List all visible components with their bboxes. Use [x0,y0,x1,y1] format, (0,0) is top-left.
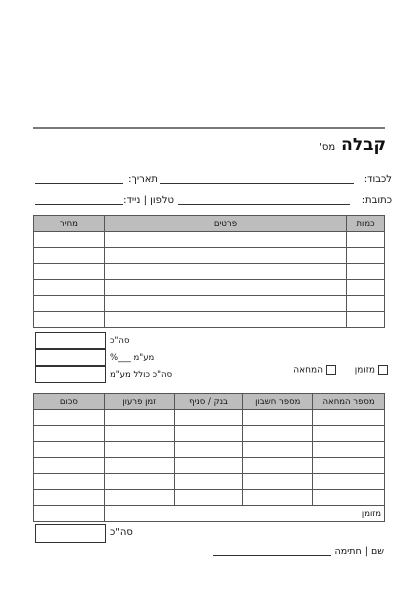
check-label: המחאה [293,365,323,376]
check-row [34,490,385,506]
to-field[interactable] [160,183,354,184]
bank-branch-cell[interactable] [174,442,243,458]
col-details: פרטים [104,216,346,232]
col-account-number: מספר חשבון [243,394,313,410]
phone-field[interactable] [35,204,123,205]
check-row [34,474,385,490]
quantity-cell[interactable] [347,264,385,280]
check-row [34,426,385,442]
vat-box[interactable] [35,349,106,366]
details-cell[interactable] [104,264,346,280]
check-row [34,458,385,474]
col-price: מחיר [34,216,105,232]
bank-branch-cell[interactable] [174,426,243,442]
account-number-cell[interactable] [243,490,313,506]
footer-total-box[interactable] [35,524,106,543]
account-number-cell[interactable] [243,458,313,474]
check-number-cell[interactable] [313,458,385,474]
quantity-cell[interactable] [347,248,385,264]
account-number-cell[interactable] [243,474,313,490]
amount-cell[interactable] [34,426,105,442]
check-number-cell[interactable] [313,490,385,506]
receipt-title [319,135,386,155]
due-date-cell[interactable] [104,442,174,458]
bank-branch-cell[interactable] [174,490,243,506]
price-cell[interactable] [34,232,105,248]
checks-header-row [34,394,385,410]
details-cell[interactable] [104,248,346,264]
price-cell[interactable] [34,264,105,280]
amount-cell[interactable] [34,490,105,506]
item-row [34,232,385,248]
account-number-cell[interactable] [243,426,313,442]
account-number-cell[interactable] [243,442,313,458]
check-number-cell[interactable] [313,410,385,426]
signature-field[interactable] [213,555,331,556]
details-cell[interactable] [104,232,346,248]
check-option[interactable] [293,365,336,376]
total-incl-vat-box[interactable] [35,366,106,383]
cash-row-label: מזומן [104,506,384,522]
col-quantity: כמות [347,216,385,232]
col-bank-branch: בנק / סניף [174,394,243,410]
price-cell[interactable] [34,280,105,296]
amount-cell[interactable] [34,458,105,474]
quantity-cell[interactable] [347,232,385,248]
amount-cell[interactable] [34,474,105,490]
total-box[interactable] [35,332,106,349]
item-row [34,296,385,312]
amount-cell[interactable] [34,410,105,426]
amount-cell[interactable] [34,442,105,458]
total-incl-vat-label: סה"כ כולל מע"מ [110,370,173,380]
account-number-cell[interactable] [243,410,313,426]
item-row [34,264,385,280]
price-cell[interactable] [34,248,105,264]
vat-label: מע"מ ___% [110,353,155,363]
items-header-row [34,216,385,232]
bank-branch-cell[interactable] [174,410,243,426]
cash-option[interactable] [355,365,388,376]
due-date-cell[interactable] [104,426,174,442]
phone-label: טלפון | נייד: [123,195,174,206]
due-date-cell[interactable] [104,458,174,474]
due-date-cell[interactable] [104,490,174,506]
date-label: תאריך: [128,174,158,185]
price-cell[interactable] [34,312,105,328]
items-table [33,215,385,328]
col-check-number: מספר המחאה [313,394,385,410]
quantity-cell[interactable] [347,296,385,312]
due-date-cell[interactable] [104,410,174,426]
check-number-cell[interactable] [313,442,385,458]
check-row [34,410,385,426]
cash-label: מזומן [354,365,375,376]
check-number-cell[interactable] [313,474,385,490]
to-label: לכבוד: [363,174,392,185]
item-row [34,280,385,296]
item-row [34,312,385,328]
total-label: סה"כ [110,336,130,346]
item-row [34,248,385,264]
bank-branch-cell[interactable] [174,458,243,474]
check-number-cell[interactable] [313,426,385,442]
details-cell[interactable] [104,280,346,296]
header-rule [33,127,385,129]
footer-total-label: סה"כ [110,527,133,538]
details-cell[interactable] [104,312,346,328]
date-field[interactable] [35,183,123,184]
bank-branch-cell[interactable] [174,474,243,490]
quantity-cell[interactable] [347,280,385,296]
col-amount: סכום [34,394,105,410]
signature-label: שם | חתימה [334,546,384,557]
quantity-cell[interactable] [347,312,385,328]
number-label: מס' [319,142,336,153]
checks-table [33,393,385,522]
col-due-date: זמן פרעון [104,394,174,410]
check-checkbox[interactable] [326,365,336,375]
cash-checkbox[interactable] [378,365,388,375]
price-cell[interactable] [34,296,105,312]
details-cell[interactable] [104,296,346,312]
cash-row [34,506,385,522]
address-label: כתובת: [361,195,392,206]
cash-amount-cell[interactable] [34,506,105,522]
due-date-cell[interactable] [104,474,174,490]
title-text: קבלה [341,135,386,155]
check-row [34,442,385,458]
address-field[interactable] [178,204,350,205]
